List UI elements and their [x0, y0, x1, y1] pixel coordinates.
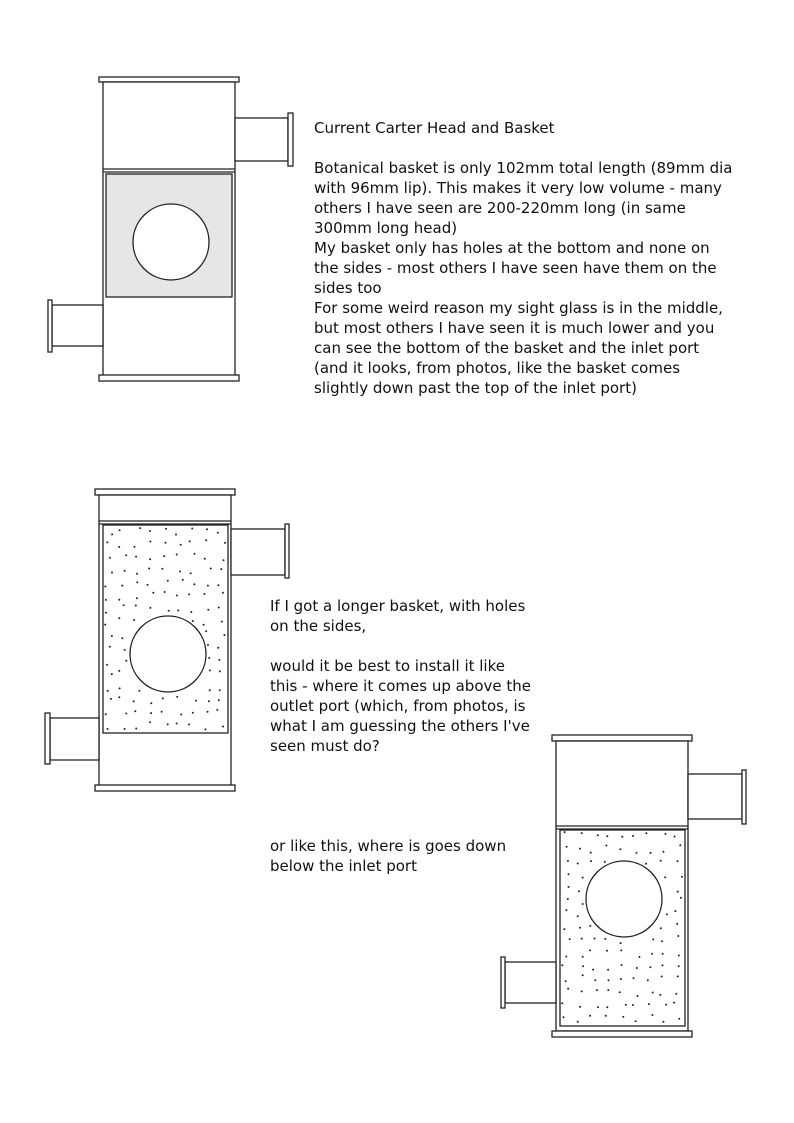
basket-hole: [150, 702, 152, 704]
basket-hole: [149, 530, 151, 532]
basket-hole: [665, 833, 667, 835]
basket-hole: [674, 910, 676, 912]
inlet-port-flange: [501, 957, 505, 1008]
basket-hole: [118, 696, 120, 698]
basket-hole: [207, 585, 209, 587]
basket-hole: [147, 584, 149, 586]
sight-glass: [586, 861, 662, 937]
basket-hole: [648, 1003, 650, 1005]
basket-hole: [125, 713, 127, 715]
basket-hole: [208, 657, 210, 659]
outlet-port-pipe: [688, 774, 742, 819]
basket-hole: [582, 956, 584, 958]
basket-hole: [121, 637, 123, 639]
basket-hole: [205, 630, 207, 632]
top-flange: [552, 735, 692, 741]
basket-hole: [632, 1004, 634, 1006]
carter-head-current: [48, 77, 293, 381]
basket-hole: [218, 699, 220, 701]
basket-hole: [209, 669, 211, 671]
basket-hole: [662, 1021, 664, 1023]
basket-hole: [149, 721, 151, 723]
basket-hole: [109, 646, 111, 648]
basket-hole: [203, 624, 205, 626]
basket-hole: [192, 712, 194, 714]
basket-hole: [190, 611, 192, 613]
basket-hole: [176, 723, 178, 725]
basket-hole: [148, 568, 150, 570]
basket-hole: [134, 546, 136, 548]
note-line: others I have seen are 200-220mm long (in same: [314, 199, 686, 217]
basket-hole: [676, 860, 678, 862]
basket-hole: [625, 1004, 627, 1006]
basket-hole: [204, 728, 206, 730]
basket-hole: [189, 540, 191, 542]
basket-hole: [590, 852, 592, 854]
basket-hole: [590, 860, 592, 862]
basket-hole: [674, 836, 676, 838]
basket-hole: [619, 991, 621, 993]
basket-hole: [661, 940, 663, 942]
basket-hole: [223, 559, 225, 561]
basket-hole: [209, 689, 211, 691]
basket-hole: [563, 1016, 565, 1018]
basket-hole: [118, 599, 120, 601]
basket-hole: [208, 700, 210, 702]
basket-hole: [219, 689, 221, 691]
basket-hole: [123, 604, 125, 606]
basket-hole: [561, 1002, 563, 1004]
note-line: with 96mm lip). This makes it very low volume - many: [314, 179, 722, 197]
basket-hole: [125, 554, 127, 556]
note-line: For some weird reason my sight glass is in the middle,: [314, 299, 723, 317]
note-line: seen must do?: [270, 737, 380, 755]
basket-hole: [597, 834, 599, 836]
basket-hole: [217, 584, 219, 586]
basket-hole: [104, 624, 106, 626]
outlet-port-flange: [742, 770, 746, 824]
basket-hole: [224, 542, 226, 544]
sight-glass: [133, 204, 209, 280]
basket-hole: [621, 964, 623, 966]
basket-hole: [179, 571, 181, 573]
basket-hole: [666, 913, 668, 915]
basket-hole: [182, 579, 184, 581]
basket-hole: [592, 969, 594, 971]
basket-hole: [563, 928, 565, 930]
basket-hole: [577, 1021, 579, 1023]
basket-hole: [632, 835, 634, 837]
basket-hole: [135, 728, 137, 730]
note-line: would it be best to install it like: [270, 657, 505, 675]
basket-hole: [565, 980, 567, 982]
basket-hole: [677, 891, 679, 893]
basket-hole: [606, 835, 608, 837]
basket-hole: [579, 1006, 581, 1008]
current-head-notes: [314, 118, 734, 398]
basket-hole: [223, 634, 225, 636]
basket-hole: [210, 568, 212, 570]
basket-hole: [633, 977, 635, 979]
basket-hole: [222, 726, 224, 728]
basket-hole: [206, 528, 208, 530]
basket-hole: [167, 723, 169, 725]
note-line: outlet port (which, from photos, is: [270, 697, 526, 715]
basket-hole: [652, 938, 654, 940]
basket-hole: [162, 697, 164, 699]
basket-hole: [217, 532, 219, 534]
basket-hole: [589, 925, 591, 927]
basket-hole: [582, 903, 584, 905]
basket-hole: [620, 942, 622, 944]
basket-hole: [677, 975, 679, 977]
basket-hole: [168, 610, 170, 612]
basket-hole: [649, 966, 651, 968]
top-flange: [99, 77, 239, 82]
basket-hole: [203, 593, 205, 595]
basket-hole: [136, 581, 138, 583]
basket-hole: [204, 558, 206, 560]
basket-hole: [660, 927, 662, 929]
basket-hole: [220, 568, 222, 570]
basket-hole: [652, 992, 654, 994]
basket-hole: [581, 938, 583, 940]
basket-hole: [637, 995, 639, 997]
basket-hole: [150, 712, 152, 714]
basket-hole: [136, 573, 138, 575]
basket-hole: [677, 935, 679, 937]
basket-hole: [188, 723, 190, 725]
basket-hole: [564, 831, 566, 833]
basket-hole: [567, 988, 569, 990]
basket-hole: [680, 897, 682, 899]
basket-hole: [622, 1016, 624, 1018]
basket-hole: [582, 965, 584, 967]
inlet-port-flange: [48, 300, 52, 352]
basket-hole: [125, 660, 127, 662]
basket-hole: [176, 595, 178, 597]
basket-hole: [207, 644, 209, 646]
basket-hole: [638, 956, 640, 958]
basket-hole: [119, 529, 121, 531]
basket-hole: [606, 1006, 608, 1008]
basket-hole: [659, 994, 661, 996]
note-line: below the inlet port: [270, 857, 417, 875]
basket-hole: [568, 873, 570, 875]
basket-hole: [619, 848, 621, 850]
basket-hole: [165, 528, 167, 530]
basket-hole: [681, 876, 683, 878]
basket-hole: [635, 1020, 637, 1022]
basket-hole: [604, 938, 606, 940]
basket-hole: [177, 610, 179, 612]
basket-hole: [662, 964, 664, 966]
basket-hole: [109, 557, 111, 559]
basket-hole: [133, 619, 135, 621]
basket-hole: [565, 956, 567, 958]
basket-hole: [121, 585, 123, 587]
basket-hole: [678, 965, 680, 967]
basket-hole: [124, 649, 126, 651]
lower-basket-notes: [270, 836, 520, 876]
bottom-flange: [552, 1031, 692, 1037]
basket-hole: [106, 664, 108, 666]
basket-hole: [605, 1015, 607, 1017]
basket-hole: [107, 690, 109, 692]
outlet-port-pipe: [231, 529, 285, 575]
basket-hole: [124, 728, 126, 730]
basket-hole: [675, 993, 677, 995]
basket-hole: [191, 528, 193, 530]
basket-hole: [164, 591, 166, 593]
basket-hole: [134, 710, 136, 712]
basket-hole: [105, 599, 107, 601]
basket-hole: [579, 927, 581, 929]
note-line: sides too: [314, 279, 382, 297]
basket-hole: [149, 558, 151, 560]
note-line: can see the bottom of the basket and the inlet port: [314, 339, 700, 357]
basket-hole: [207, 711, 209, 713]
bottom-flange: [99, 375, 239, 381]
inlet-port-flange: [45, 713, 50, 764]
basket-hole: [164, 542, 166, 544]
note-line: Botanical basket is only 102mm total length (89mm dia: [314, 159, 733, 177]
basket-hole: [565, 909, 567, 911]
longer-basket-notes: [270, 596, 540, 756]
basket-hole: [139, 527, 141, 529]
basket-hole: [163, 555, 165, 557]
basket-hole: [579, 848, 581, 850]
basket-hole: [660, 860, 662, 862]
basket-hole: [105, 713, 107, 715]
basket-hole: [651, 953, 653, 955]
note-title: Current Carter Head and Basket: [314, 119, 555, 137]
basket-hole: [665, 1004, 667, 1006]
basket-hole: [620, 949, 622, 951]
note-line: what I am guessing the others I've: [270, 717, 530, 735]
basket-hole: [138, 690, 140, 692]
inlet-port-pipe: [505, 962, 556, 1003]
basket-hole: [581, 832, 583, 834]
basket-hole: [135, 556, 137, 558]
basket-hole: [581, 990, 583, 992]
basket-hole: [222, 592, 224, 594]
basket-hole: [568, 886, 570, 888]
note-line: 300mm long head): [314, 219, 458, 237]
basket-hole: [149, 607, 151, 609]
basket-hole: [596, 989, 598, 991]
basket-hole: [118, 546, 120, 548]
basket-hole: [662, 851, 664, 853]
basket-hole: [111, 572, 113, 574]
basket-hole: [119, 687, 121, 689]
basket-hole: [167, 580, 169, 582]
basket-hole: [176, 696, 178, 698]
note-line: My basket only has holes at the bottom and none on: [314, 239, 710, 257]
basket-hole: [133, 700, 135, 702]
basket-hole: [111, 635, 113, 637]
basket-hole: [175, 534, 177, 536]
basket-hole: [194, 553, 196, 555]
basket-hole: [608, 979, 610, 981]
basket-hole: [604, 861, 606, 863]
basket-hole: [176, 554, 178, 556]
basket-hole: [577, 915, 579, 917]
basket-hole: [161, 711, 163, 713]
basket-hole: [105, 612, 107, 614]
basket-hole: [217, 647, 219, 649]
basket-hole: [218, 607, 220, 609]
basket-hole: [221, 621, 223, 623]
basket-hole: [621, 836, 623, 838]
basket-hole: [152, 592, 154, 594]
basket-hole: [582, 974, 584, 976]
outlet-port-flange: [288, 113, 293, 166]
bottom-flange: [95, 785, 235, 791]
basket-hole: [679, 844, 681, 846]
basket-hole: [111, 673, 113, 675]
basket-hole: [111, 533, 113, 535]
basket-hole: [606, 950, 608, 952]
note-line: on the sides,: [270, 617, 367, 635]
basket-hole: [136, 597, 138, 599]
basket-hole: [190, 572, 192, 574]
basket-hole: [664, 876, 666, 878]
basket-hole: [561, 964, 563, 966]
carter-head-option-down: [501, 735, 746, 1037]
sight-glass: [130, 616, 206, 692]
basket-hole: [195, 700, 197, 702]
basket-hole: [589, 949, 591, 951]
basket-hole: [605, 845, 607, 847]
outlet-port-pipe: [235, 118, 288, 161]
basket-hole: [218, 659, 220, 661]
basket-hole: [106, 541, 108, 543]
basket-hole: [207, 609, 209, 611]
basket-hole: [566, 846, 568, 848]
basket-hole: [205, 539, 207, 541]
basket-hole: [135, 605, 137, 607]
basket-hole: [180, 714, 182, 716]
basket-hole: [161, 568, 163, 570]
basket-hole: [636, 967, 638, 969]
basket-hole: [589, 1015, 591, 1017]
basket-hole: [193, 583, 195, 585]
basket-hole: [594, 979, 596, 981]
basket-hole: [578, 890, 580, 892]
inlet-port-pipe: [52, 305, 103, 346]
basket-hole: [594, 938, 596, 940]
basket-hole: [577, 863, 579, 865]
basket-hole: [569, 938, 571, 940]
inlet-port-pipe: [50, 718, 99, 760]
basket-hole: [567, 898, 569, 900]
basket-hole: [662, 953, 664, 955]
basket-hole: [651, 1014, 653, 1016]
basket-hole: [673, 1002, 675, 1004]
basket-hole: [118, 617, 120, 619]
carter-head-option-up: [45, 489, 289, 791]
basket-hole: [582, 877, 584, 879]
basket-hole: [645, 863, 647, 865]
basket-hole: [118, 670, 120, 672]
basket-hole: [149, 541, 151, 543]
note-line: but most others I have seen it is much lower and you: [314, 319, 715, 337]
note-line: this - where it comes up above the: [270, 677, 531, 695]
note-line: or like this, where is goes down: [270, 837, 507, 855]
basket-hole: [676, 923, 678, 925]
basket-hole: [216, 709, 218, 711]
basket-hole: [188, 593, 190, 595]
note-line: If I got a longer basket, with holes: [270, 597, 526, 615]
basket-hole: [645, 832, 647, 834]
basket-hole: [607, 989, 609, 991]
note-line: (and it looks, from photos, like the basket comes: [314, 359, 681, 377]
top-flange: [95, 489, 235, 495]
note-line: the sides - most others I have seen have them on the: [314, 259, 717, 277]
basket-hole: [104, 586, 106, 588]
basket-hole: [647, 979, 649, 981]
basket-hole: [192, 620, 194, 622]
basket-hole: [678, 955, 680, 957]
basket-hole: [567, 860, 569, 862]
basket-hole: [661, 976, 663, 978]
basket-hole: [678, 1018, 680, 1020]
basket-hole: [635, 852, 637, 854]
basket-hole: [597, 1006, 599, 1008]
basket-hole: [219, 670, 221, 672]
note-line: slightly down past the top of the inlet port): [314, 379, 637, 397]
basket-hole: [107, 728, 109, 730]
basket-hole: [650, 852, 652, 854]
basket-hole: [620, 978, 622, 980]
outlet-port-flange: [285, 524, 289, 578]
basket-hole: [607, 969, 609, 971]
basket-hole: [124, 570, 126, 572]
basket-hole: [110, 698, 112, 700]
basket-hole: [180, 544, 182, 546]
